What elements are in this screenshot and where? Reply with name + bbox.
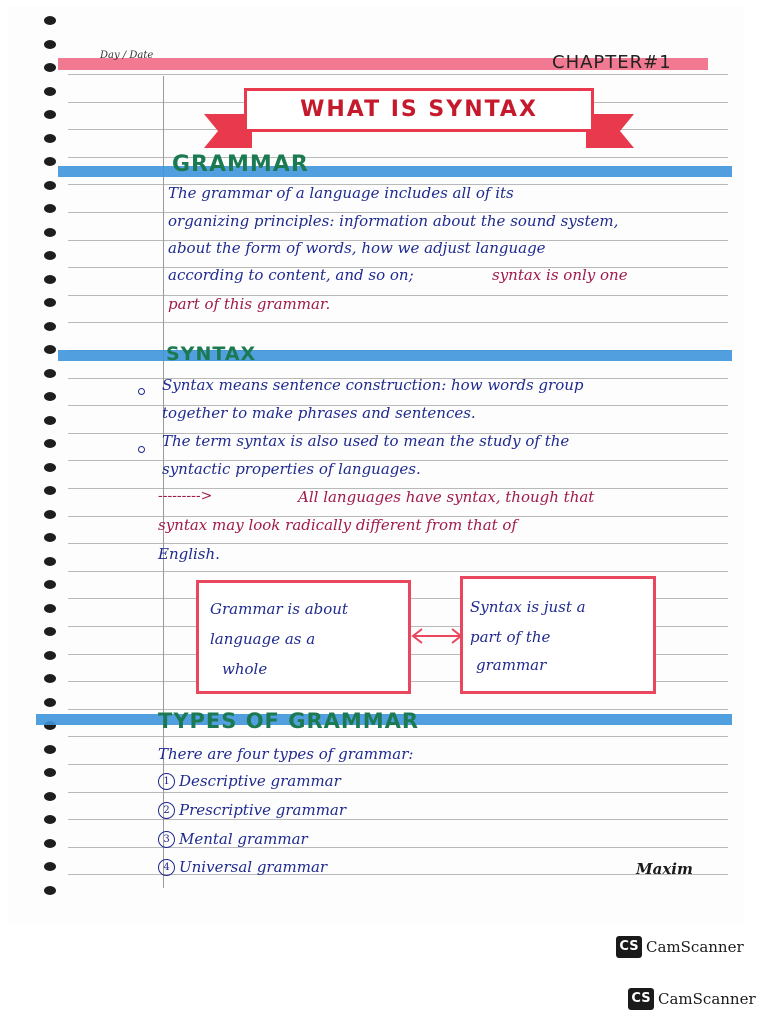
type-item-3 [158,830,308,848]
spiral-hole [44,510,56,519]
syntax-box-line-3: grammar [476,656,547,674]
title-banner [244,88,594,132]
spiral-hole [44,839,56,848]
double-arrow-icon [408,626,466,646]
spiral-hole [44,886,56,895]
ruled-line [68,571,728,572]
grammar-heading: GRAMMAR [172,152,309,177]
type-number-2: 2 [158,802,175,819]
ruled-line [68,792,728,793]
spiral-hole [44,557,56,566]
type-label-3: Mental grammar [179,830,308,848]
grammar-line-5: part of this grammar. [168,295,331,313]
spiral-hole [44,204,56,213]
spiral-hole [44,87,56,96]
ruled-line [68,74,728,75]
spiral-hole [44,604,56,613]
camscanner-label: CamScanner [646,938,744,956]
grammar-line-4: according to content, and so on; [168,266,414,284]
spiral-hole [44,298,56,307]
type-label-2: Prescriptive grammar [179,801,347,819]
spiral-hole [44,463,56,472]
spiral-hole [44,157,56,166]
camscanner-label-2: CamScanner [658,990,756,1008]
bullet-2 [138,446,145,453]
margin-line [163,76,164,888]
syntax-bullet-1-line-2: together to make phrases and sentences. [162,404,476,422]
type-label-1: Descriptive grammar [179,772,341,790]
types-intro: There are four types of grammar: [158,745,414,763]
bullet-1 [138,388,145,395]
spiral-hole [44,815,56,824]
camscanner-logo-icon: CS [616,936,642,958]
spiral-hole [44,862,56,871]
spiral-hole [44,439,56,448]
ruled-line [68,764,728,765]
grammar-box-line-1: Grammar is about [210,600,348,618]
syntax-bullet-2-line-2: syntactic properties of languages. [162,460,421,478]
ruled-line [68,322,728,323]
day-date-label: Day / Date [100,50,154,61]
syntax-note-line-2: syntax may look radically different from that of [158,516,518,534]
spiral-hole [44,322,56,331]
spiral-hole [44,651,56,660]
spiral-hole [44,698,56,707]
syntax-bullet-1-line-1: Syntax means sentence construction: how words group [162,376,584,394]
spiral-hole [44,345,56,354]
spiral-hole [44,580,56,589]
syntax-note-line-1: All languages have syntax, though that [298,488,595,506]
ruled-line [68,295,728,296]
spiral-hole [44,745,56,754]
arrow-indicator: ---------> [158,488,213,504]
grammar-line-2: organizing principles: information about the sound system, [168,212,619,230]
spiral-hole [44,110,56,119]
type-item-2 [158,801,346,819]
grammar-line-1: The grammar of a language includes all of its [168,184,514,202]
spiral-hole [44,16,56,25]
spiral-hole [44,369,56,378]
grammar-line-4-highlighted: syntax is only one [492,266,628,284]
syntax-bullet-2-line-1: The term syntax is also used to mean the study of the [162,432,570,450]
syntax-note-line-3: English. [158,545,220,563]
spiral-hole [44,134,56,143]
type-number-3: 3 [158,831,175,848]
grammar-heading-highlight [58,166,732,177]
grammar-line-3: about the form of words, how we adjust language [168,239,546,257]
type-item-4 [158,858,327,876]
spiral-hole [44,792,56,801]
syntax-heading: SYNTAX [166,343,257,365]
spiral-hole [44,486,56,495]
camscanner-logo-icon-2: CS [628,988,654,1010]
syntax-box-line-1: Syntax is just a [470,598,586,616]
spiral-hole [44,181,56,190]
type-number-4: 4 [158,859,175,876]
spiral-hole [44,40,56,49]
spiral-hole [44,416,56,425]
spiral-hole [44,768,56,777]
grammar-box-line-3: whole [222,660,268,678]
spiral-hole [44,228,56,237]
syntax-heading-highlight [58,350,732,361]
spiral-hole [44,275,56,284]
ruled-line [68,819,728,820]
spiral-hole [44,392,56,401]
type-label-4: Universal grammar [179,858,328,876]
spiral-hole [44,251,56,260]
type-number-1: 1 [158,773,175,790]
spiral-hole [44,674,56,683]
types-heading: TYPES OF GRAMMAR [158,709,420,733]
signature: Maxim [636,860,693,878]
ruled-line [68,736,728,737]
page-title: WHAT IS SYNTAX [300,97,538,122]
grammar-box-line-2: language as a [210,630,316,648]
spiral-hole [44,63,56,72]
chapter-label: CHAPTER#1 [552,52,672,73]
spiral-hole [44,627,56,636]
type-item-1 [158,772,341,790]
syntax-box-line-2: part of the [470,628,551,646]
spiral-hole [44,533,56,542]
